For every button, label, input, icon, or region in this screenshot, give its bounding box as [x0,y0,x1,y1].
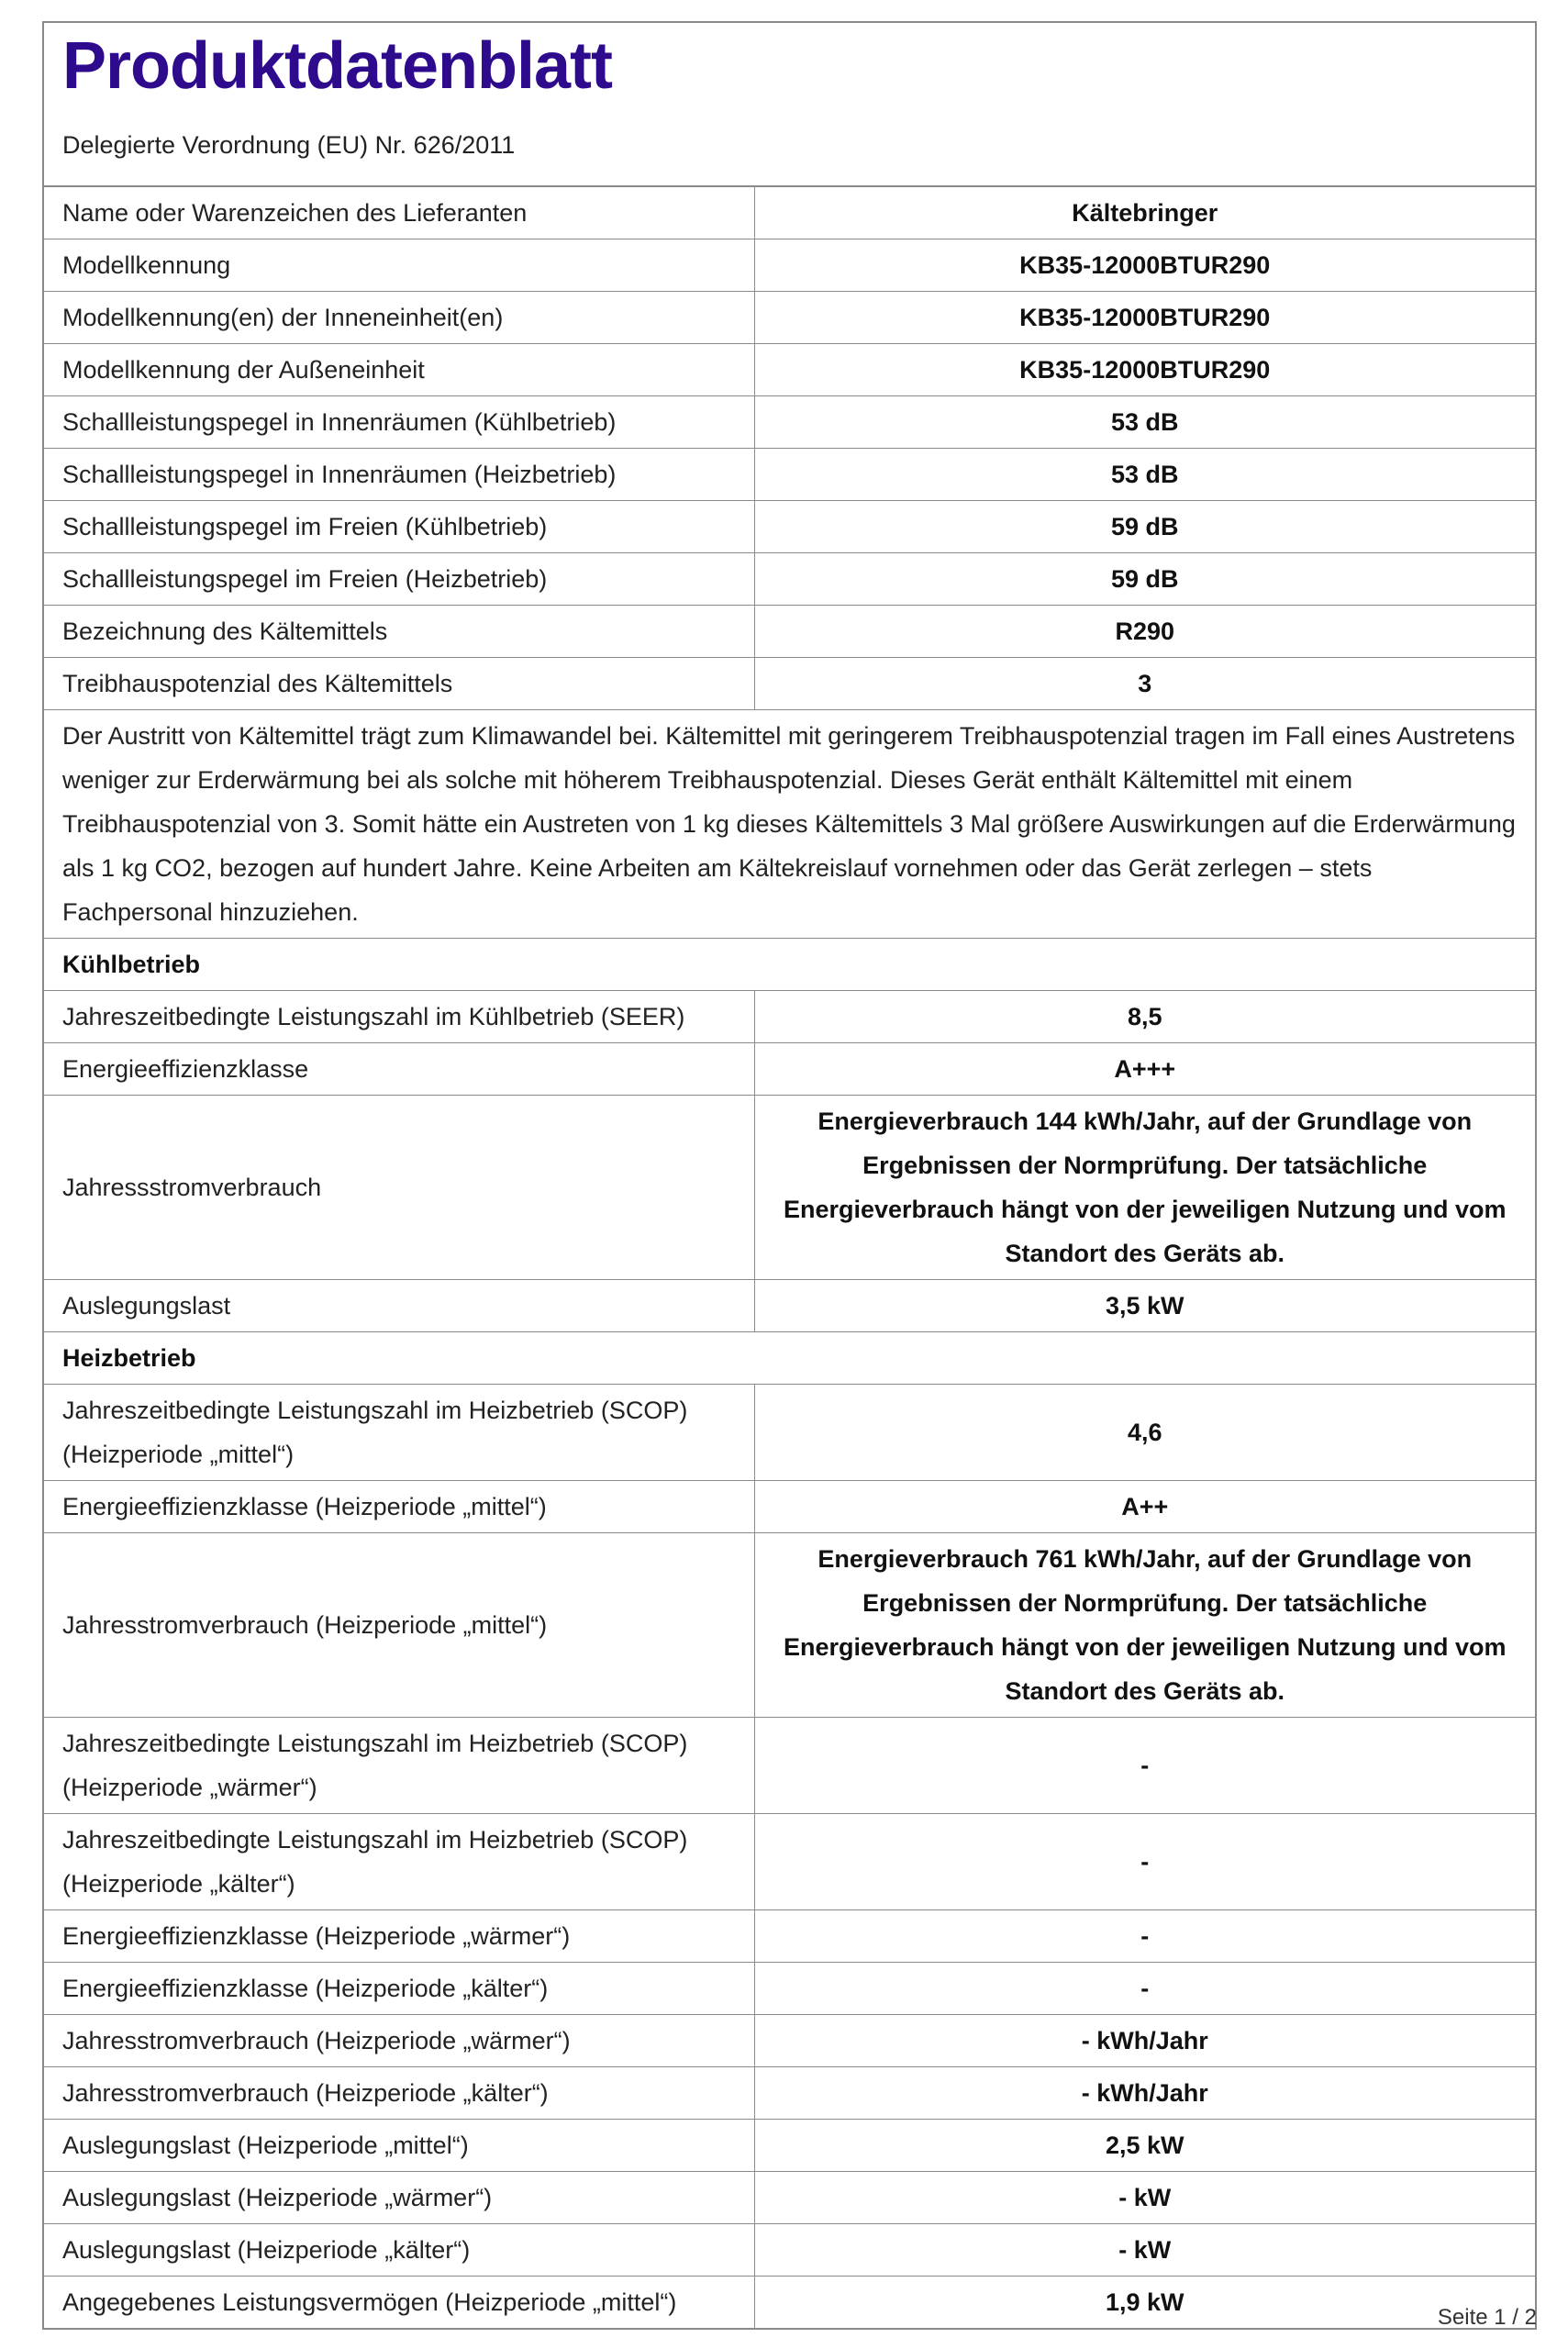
row-value: - kWh/Jahr [754,2015,1535,2067]
row-label: Jahresstromverbrauch (Heizperiode „mittel“) [44,1533,754,1718]
table-row [44,2172,1535,2224]
row-value: Kältebringer [1072,199,1218,227]
row-label: Auslegungslast (Heizperiode „wärmer“) [44,2172,754,2224]
sheet-header [44,23,1535,187]
row-value: 59 dB [754,553,1535,606]
row-value: 3,5 kW [754,1280,1535,1332]
page-number: Seite 1 / 2 [1437,2305,1537,2330]
table-row [44,239,1535,292]
row-value: A++ [754,1481,1535,1533]
row-value: - [754,1963,1535,2015]
table-row [44,658,1535,710]
table-row [44,1910,1535,1963]
row-label: Jahreszeitbedingte Leistungszahl im Kühlbetrieb (SEER) [44,991,754,1043]
row-label: Schallleistungspegel im Freien (Heizbetrieb) [44,553,754,606]
row-label: Energieeffizienzklasse (Heizperiode „mittel“) [44,1481,754,1533]
row-value: Energieverbrauch 144 kWh/Jahr, auf der Grundlage von Ergebnissen der Normprüfung. Der tatsächliche Energieverbrauch hängt von der jeweiligen Nutzung und vom Standort des Geräts ab. [754,1096,1535,1280]
table-row [44,2277,1535,2329]
table-row [44,991,1535,1043]
product-data-sheet [42,21,1537,2330]
table-row [44,1718,1535,1814]
row-value: 59 dB [754,501,1535,553]
table-row [44,1963,1535,2015]
row-label: Energieeffizienzklasse (Heizperiode „kälter“) [44,1963,754,2015]
row-value: 4,6 [754,1385,1535,1481]
table-row [44,1385,1535,1481]
row-label: Jahreszeitbedingte Leistungszahl im Heizbetrieb (SCOP) (Heizperiode „mittel“) [44,1385,754,1481]
row-label: Jahresstromverbrauch (Heizperiode „wärmer“) [44,2015,754,2067]
row-label: Auslegungslast (Heizperiode „kälter“) [44,2224,754,2277]
row-label: Schallleistungspegel in Innenräumen (Heizbetrieb) [44,449,754,501]
row-value: 1,9 kW [754,2277,1535,2329]
table-row [44,606,1535,658]
row-value: A+++ [754,1043,1535,1096]
row-value: 2,5 kW [754,2120,1535,2172]
refrigerant-notice: Der Austritt von Kältemittel trägt zum Klimawandel bei. Kältemittel mit geringerem Treibhauspotenzial tragen im Fall eines Austretens weniger zur Erderwärmung bei als solche mit höherem Treibhauspotenzial. Dieses Gerät enthält Kältemittel mit einem Treibhauspotenzial von 3. Somit hätte ein Austreten von 1 kg dieses Kältemittels 3 Mal größere Auswirkungen auf die Erderwärmung als 1 kg CO2, bezogen auf hundert Jahre. Keine Arbeiten am Kältekreislauf vornehmen oder das Gerät zerlegen – stets Fachpersonal hinzuziehen. [44,710,1535,939]
section-header-cooling [44,939,1535,991]
row-value: R290 [754,606,1535,658]
table-row [44,1043,1535,1096]
row-value: KB35-12000BTUR290 [754,344,1535,396]
row-label: Jahreszeitbedingte Leistungszahl im Heizbetrieb (SCOP) (Heizperiode „kälter“) [44,1814,754,1910]
row-label: Jahresstromverbrauch (Heizperiode „kälter“) [44,2067,754,2120]
refrigerant-notice-row [44,710,1535,939]
row-label: Treibhauspotenzial des Kältemittels [44,658,754,710]
table-row [44,2224,1535,2277]
table-row [44,2067,1535,2120]
row-value: - [754,1718,1535,1814]
section-header-heating [44,1332,1535,1385]
row-value: KB35-12000BTUR290 [754,292,1535,344]
table-row [44,501,1535,553]
row-value: - [754,1814,1535,1910]
row-value: 3 [754,658,1535,710]
row-label: Modellkennung der Außeneinheit [44,344,754,396]
table-row [44,553,1535,606]
table-row [44,396,1535,449]
regulation-subtitle: Delegierte Verordnung (EU) Nr. 626/2011 [62,131,516,159]
spec-table [44,187,1535,2328]
section-heading: Kühlbetrieb [44,939,1535,991]
row-value: 8,5 [754,991,1535,1043]
row-label: Modellkennung [44,239,754,292]
table-row [44,292,1535,344]
row-label: Jahressstromverbrauch [44,1096,754,1280]
table-row [44,1533,1535,1718]
row-label: Bezeichnung des Kältemittels [44,606,754,658]
table-row [44,2120,1535,2172]
row-value: KB35-12000BTUR290 [754,239,1535,292]
table-row [44,1096,1535,1280]
table-row [44,1280,1535,1332]
row-value: - kW [754,2224,1535,2277]
row-label: Jahreszeitbedingte Leistungszahl im Heizbetrieb (SCOP) (Heizperiode „wärmer“) [44,1718,754,1814]
row-value: 53 dB [754,449,1535,501]
row-label: Energieeffizienzklasse (Heizperiode „wärmer“) [44,1910,754,1963]
row-value: 53 dB [754,396,1535,449]
row-value: - kW [754,2172,1535,2224]
table-row [44,187,1535,239]
row-value: - kWh/Jahr [754,2067,1535,2120]
row-label: Schallleistungspegel in Innenräumen (Kühlbetrieb) [44,396,754,449]
table-row [44,344,1535,396]
table-row [44,449,1535,501]
row-label: Energieeffizienzklasse [44,1043,754,1096]
row-label: Auslegungslast [44,1280,754,1332]
row-value: - [754,1910,1535,1963]
row-label: Auslegungslast (Heizperiode „mittel“) [44,2120,754,2172]
row-label: Modellkennung(en) der Inneneinheit(en) [44,292,754,344]
row-label: Name oder Warenzeichen des Lieferanten [44,187,754,239]
table-row [44,2015,1535,2067]
page-title: Produktdatenblatt [62,29,613,103]
section-heading: Heizbetrieb [44,1332,1535,1385]
table-row [44,1481,1535,1533]
row-label: Angegebenes Leistungsvermögen (Heizperiode „mittel“) [44,2277,754,2329]
row-value: Energieverbrauch 761 kWh/Jahr, auf der Grundlage von Ergebnissen der Normprüfung. Der tatsächliche Energieverbrauch hängt von der jeweiligen Nutzung und vom Standort des Geräts ab. [754,1533,1535,1718]
row-label: Schallleistungspegel im Freien (Kühlbetrieb) [44,501,754,553]
table-row [44,1814,1535,1910]
